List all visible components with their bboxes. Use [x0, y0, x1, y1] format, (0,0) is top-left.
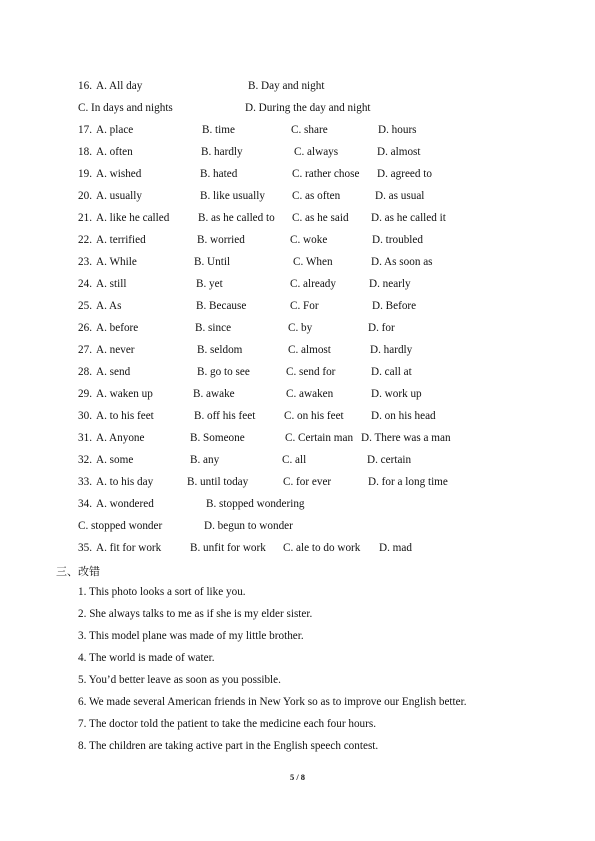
option: C. as he said — [292, 212, 349, 224]
section-heading-text: 三、改错 — [56, 565, 100, 578]
option: A. While — [96, 256, 137, 268]
option: C. send for — [286, 366, 336, 378]
option: D. almost — [377, 146, 421, 158]
option: A. to his day — [96, 476, 154, 488]
option: B. hardly — [201, 146, 243, 158]
question-number: 34. — [78, 498, 92, 510]
option: C. Certain man — [285, 432, 354, 444]
option: B. Because — [196, 300, 247, 312]
option: B. awake — [193, 388, 235, 400]
option: B. off his feet — [194, 410, 256, 422]
correction-text: 1. This photo looks a sort of like you. — [78, 586, 246, 598]
option: A. usually — [96, 190, 142, 202]
option: A. never — [96, 344, 135, 356]
question-number: 35. — [78, 542, 92, 554]
correction-text: 8. The children are taking active part in the English speech contest. — [78, 740, 379, 752]
option: D. hardly — [370, 344, 413, 356]
option: A. often — [96, 146, 133, 158]
question-number: 22. — [78, 234, 92, 246]
option: B. hated — [200, 168, 238, 180]
option: C. rather chose — [292, 168, 360, 180]
option: D. During the day and night — [245, 102, 371, 114]
option: C. all — [282, 454, 307, 466]
option: B. Someone — [190, 432, 245, 444]
option: A. some — [96, 454, 134, 466]
option: C. woke — [290, 234, 328, 246]
option: B. yet — [196, 278, 223, 290]
option: B. since — [195, 322, 232, 334]
option: C. In days and nights — [78, 102, 173, 114]
option: A. before — [96, 322, 139, 334]
question-number: 28. — [78, 366, 92, 378]
option: A. place — [96, 124, 134, 136]
option: D. call at — [371, 366, 412, 378]
option: C. as often — [292, 190, 341, 202]
question-number: 19. — [78, 168, 92, 180]
option: C. always — [294, 146, 339, 158]
correction-text: 4. The world is made of water. — [78, 652, 215, 664]
option: A. Anyone — [96, 432, 145, 444]
option: A. send — [96, 366, 131, 378]
option: A. still — [96, 278, 127, 290]
option: D. work up — [371, 388, 422, 400]
option: C. For — [290, 300, 319, 312]
option: C. awaken — [286, 388, 334, 400]
option: A. like he called — [96, 212, 170, 224]
option: C. share — [291, 124, 328, 136]
option: D. Before — [372, 300, 417, 312]
option: D. As soon as — [371, 256, 433, 268]
option: C. for ever — [283, 476, 332, 488]
option: B. until today — [187, 476, 249, 488]
option: D. hours — [378, 124, 417, 136]
option: A. As — [96, 300, 122, 312]
page-number: 5 / 8 — [289, 772, 306, 782]
option: A. wished — [96, 168, 142, 180]
option: C. When — [293, 256, 333, 268]
question-number: 31. — [78, 432, 92, 444]
option: B. Until — [194, 256, 231, 268]
question-number: 20. — [78, 190, 92, 202]
correction-text: 3. This model plane was made of my little brother. — [78, 630, 304, 642]
question-number: 25. — [78, 300, 92, 312]
option: C. almost — [288, 344, 331, 356]
option: D. on his head — [371, 410, 436, 422]
option: D. as usual — [375, 190, 425, 202]
question-number: 21. — [78, 212, 92, 224]
question-number: 26. — [78, 322, 92, 334]
option: C. ale to do work — [283, 542, 361, 554]
option: D. for a long time — [368, 476, 448, 488]
option: C. already — [290, 278, 336, 290]
question-number: 27. — [78, 344, 92, 356]
option: B. Day and night — [248, 80, 325, 92]
option: C. on his feet — [284, 410, 344, 422]
question-number: 33. — [78, 476, 92, 488]
option: A. fit for work — [96, 542, 162, 554]
option: A. All day — [96, 80, 143, 92]
correction-text: 5. You’d better leave as soon as you possible. — [78, 674, 281, 686]
option: D. as he called it — [371, 212, 446, 224]
option: A. terrified — [96, 234, 146, 246]
correction-text: 6. We made several American friends in New York so as to improve our English better. — [78, 696, 467, 708]
option: D. certain — [367, 454, 412, 466]
option: D. troubled — [372, 234, 423, 246]
question-number: 23. — [78, 256, 92, 268]
option: C. by — [288, 322, 313, 334]
option: D. There was a man — [361, 432, 451, 444]
option: B. any — [190, 454, 220, 466]
option: D. mad — [379, 542, 412, 554]
question-number: 16. — [78, 80, 92, 92]
correction-text: 7. The doctor told the patient to take the medicine each four hours. — [78, 718, 377, 730]
option: B. unfit for work — [190, 542, 266, 554]
question-number: 24. — [78, 278, 92, 290]
option: B. stopped wondering — [206, 498, 305, 510]
option: A. waken up — [96, 388, 153, 400]
question-number: 18. — [78, 146, 92, 158]
option: A. to his feet — [96, 410, 154, 422]
option: A. wondered — [96, 498, 154, 510]
option: D. for — [368, 322, 395, 334]
option: D. nearly — [369, 278, 411, 290]
option: D. begun to wonder — [204, 520, 293, 532]
option: D. agreed to — [377, 168, 432, 180]
question-number: 17. — [78, 124, 92, 136]
option: B. worried — [197, 234, 245, 246]
option: B. time — [202, 124, 235, 136]
question-number: 30. — [78, 410, 92, 422]
option: C. stopped wonder — [78, 520, 163, 532]
question-number: 29. — [78, 388, 92, 400]
option: B. go to see — [197, 366, 250, 378]
option: B. like usually — [200, 190, 265, 202]
question-number: 32. — [78, 454, 92, 466]
option: B. as he called to — [198, 212, 275, 224]
option: B. seldom — [197, 344, 243, 356]
correction-text: 2. She always talks to me as if she is my elder sister. — [78, 608, 313, 620]
